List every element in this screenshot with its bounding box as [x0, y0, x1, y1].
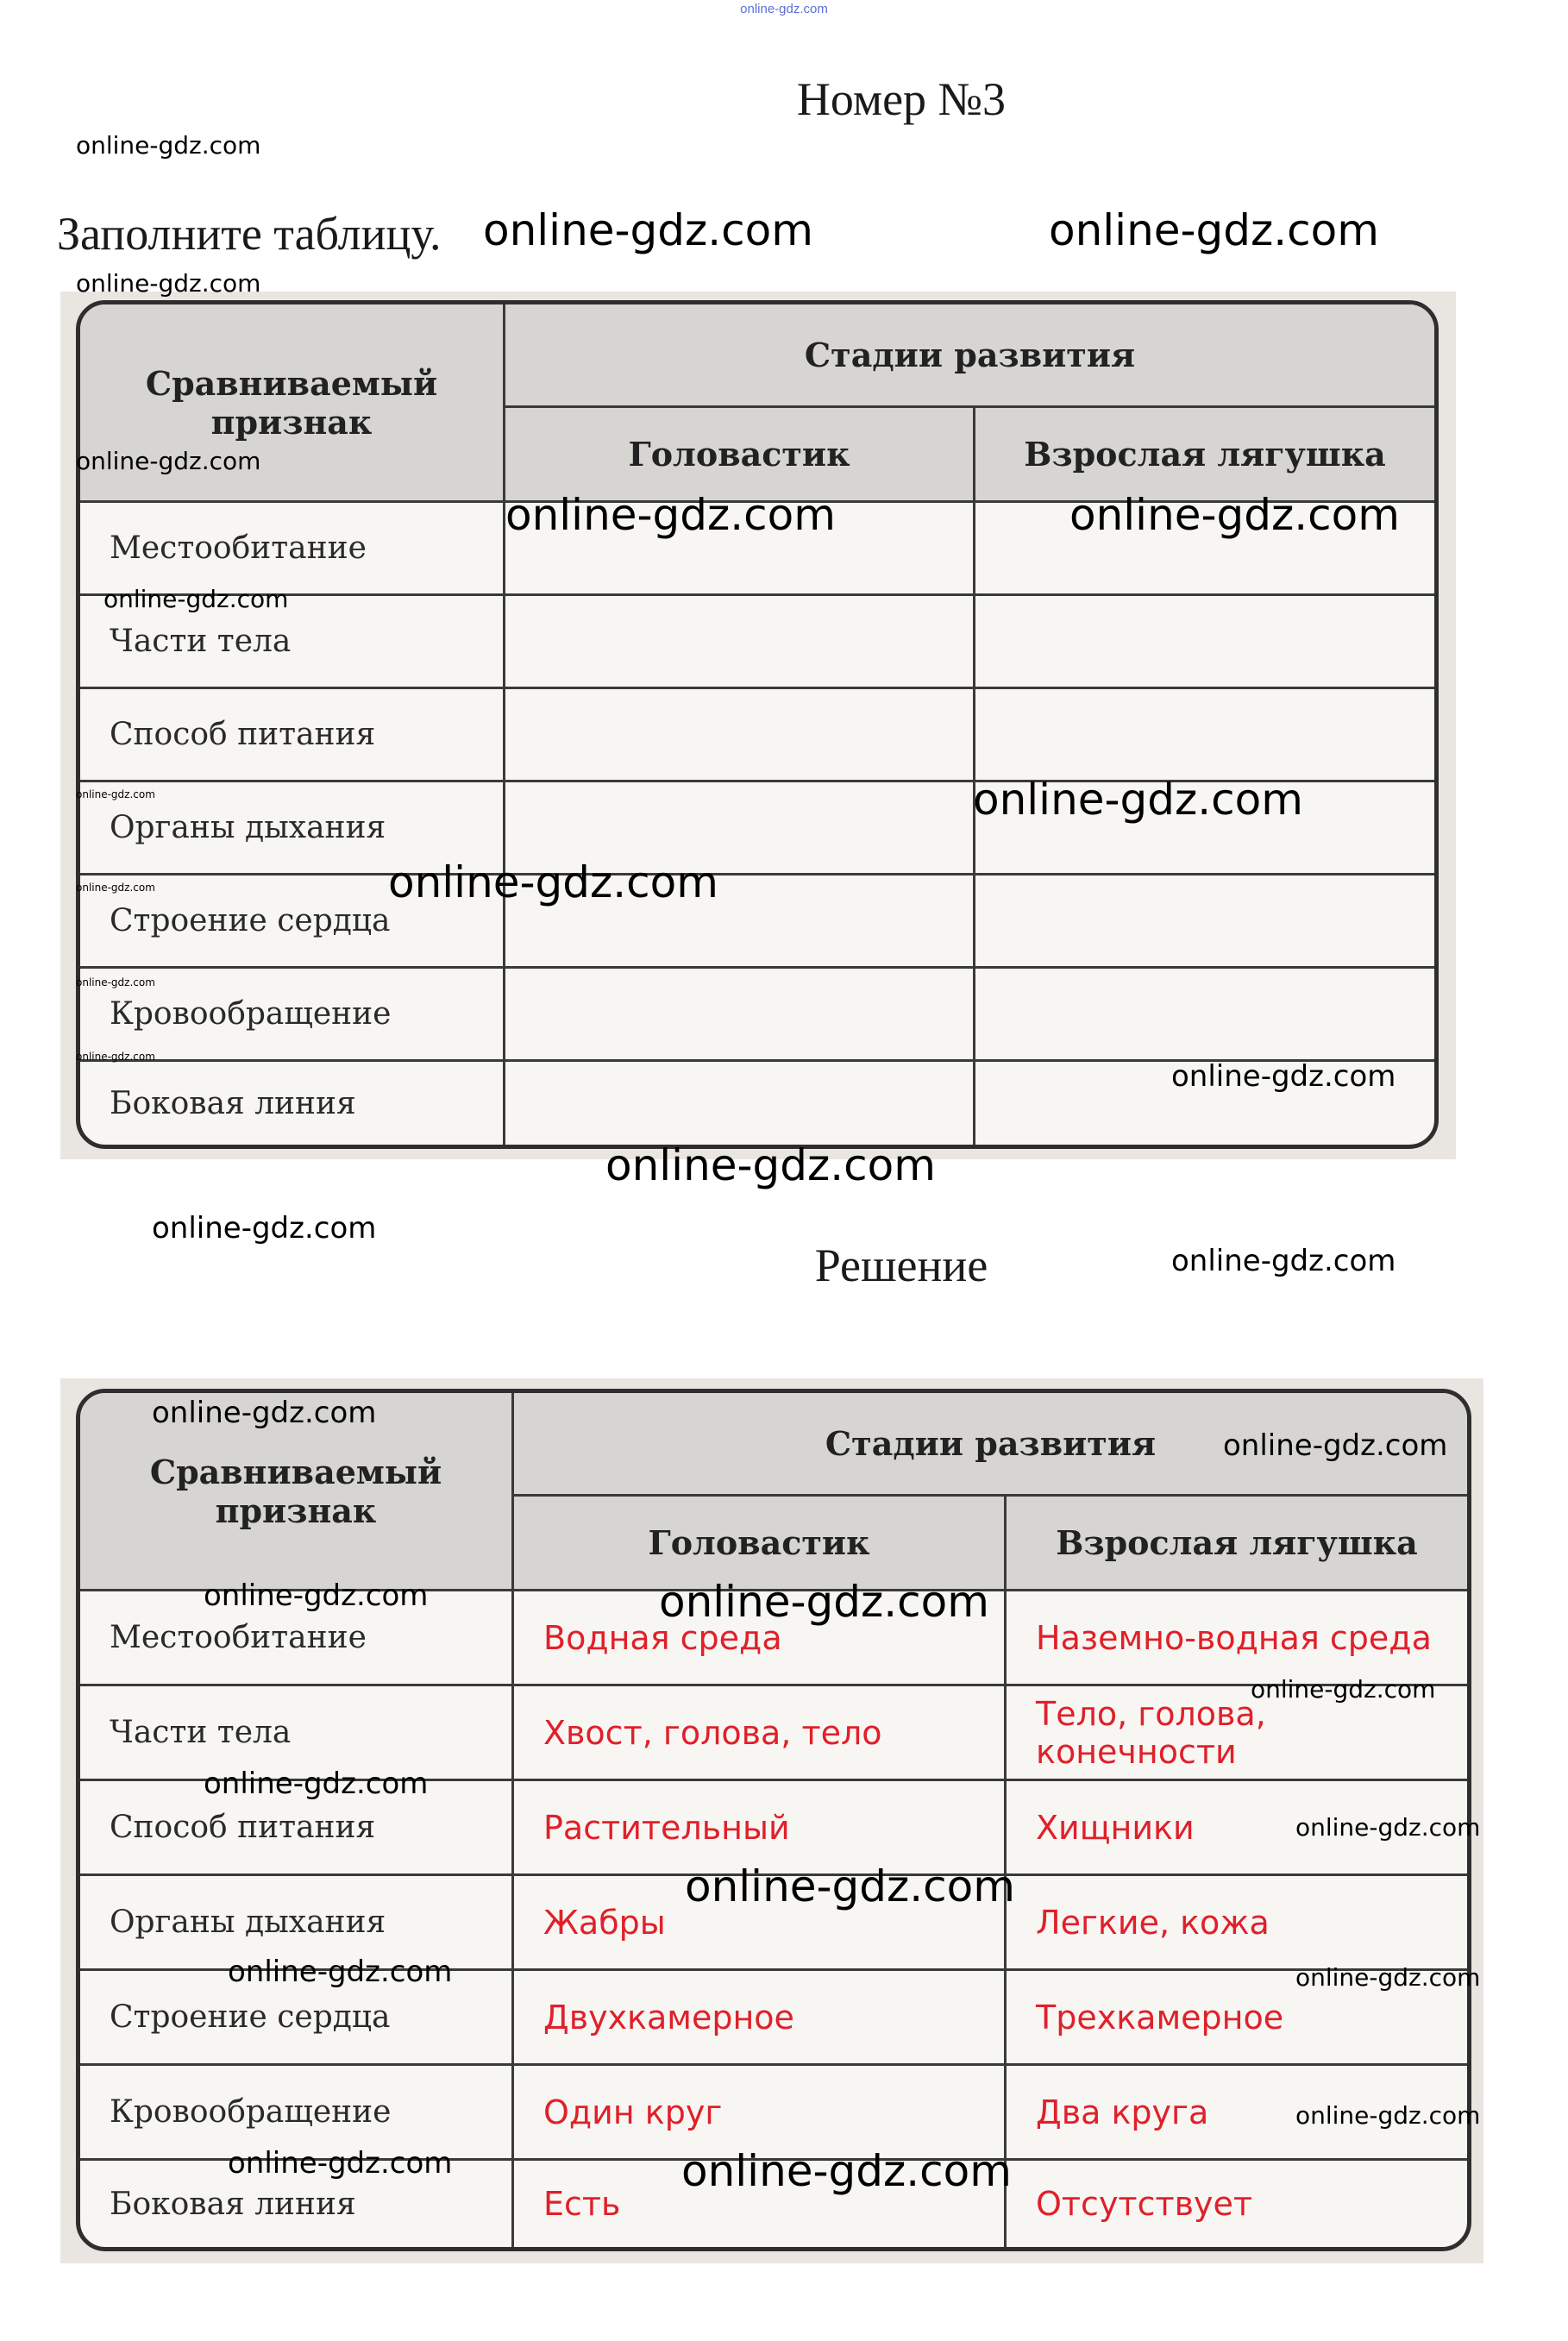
frog-answer: Наземно-водная среда	[1007, 1591, 1467, 1686]
row-feature: Строение сердца	[80, 876, 505, 969]
empty-cell	[975, 596, 1434, 689]
tadpole-answer: Есть	[514, 2161, 1007, 2247]
empty-cell	[975, 969, 1434, 1062]
watermark: online-gdz.com	[76, 882, 155, 894]
row-feature: Органы дыхания	[80, 782, 505, 876]
watermark: online-gdz.com	[228, 2146, 453, 2181]
row-feature: Части тела	[80, 1686, 514, 1781]
row-feature: Способ питания	[80, 689, 505, 782]
watermark: online-gdz.com	[685, 1861, 1015, 1911]
row-feature: Кровообращение	[80, 969, 505, 1062]
watermark: online-gdz.com	[1069, 490, 1400, 540]
empty-cell	[975, 689, 1434, 782]
watermark: online-gdz.com	[152, 1396, 377, 1430]
watermark: online-gdz.com	[605, 1140, 936, 1190]
watermark: online-gdz.com	[1171, 1244, 1396, 1278]
watermark: online-gdz.com	[76, 269, 261, 298]
row-feature: Боковая линия	[80, 1062, 505, 1145]
watermark: online-gdz.com	[76, 976, 155, 988]
watermark: online-gdz.com	[204, 1578, 429, 1613]
watermark: online-gdz.com	[973, 775, 1303, 825]
watermark: online-gdz.com	[1049, 205, 1379, 255]
frog-answer: Легкие, кожа	[1007, 1876, 1467, 1971]
row-feature: Местообитание	[80, 1591, 514, 1686]
frog-answer: Два круга	[1007, 2066, 1467, 2161]
frog-answer: Хищники	[1007, 1781, 1467, 1876]
tadpole-answer: Двухкамерное	[514, 1971, 1007, 2066]
header-stages: Стадии развития	[505, 304, 1434, 408]
tadpole-answer: Один круг	[514, 2066, 1007, 2161]
tadpole-answer: Жабры	[514, 1876, 1007, 1971]
blank-table	[76, 300, 1439, 1149]
header-feature: Сравниваемый признак	[80, 1393, 514, 1591]
row-feature: Части тела	[80, 596, 505, 689]
watermark: online-gdz.com	[76, 447, 261, 475]
watermark: online-gdz.com	[388, 857, 718, 907]
page-title: Номер №3	[796, 73, 1007, 125]
site-tag: online-gdz.com	[740, 2, 828, 16]
header-frog: Взрослая лягушка	[975, 408, 1434, 503]
watermark: online-gdz.com	[1171, 1059, 1396, 1094]
empty-cell	[505, 1062, 975, 1145]
watermark: online-gdz.com	[1295, 1813, 1481, 1842]
frog-answer: Отсутствует	[1036, 2185, 1252, 2223]
watermark: online-gdz.com	[1295, 1963, 1481, 1992]
empty-cell	[505, 689, 975, 782]
watermark: online-gdz.com	[103, 585, 289, 613]
empty-cell	[505, 969, 975, 1062]
row-feature: Кровообращение	[80, 2066, 514, 2161]
row-feature: Органы дыхания	[80, 1876, 514, 1971]
header-tadpole: Головастик	[505, 408, 975, 503]
frog-answer: Тело, голова, конечности	[1007, 1686, 1467, 1781]
watermark: online-gdz.com	[76, 131, 261, 160]
task-text: Заполните таблицу.	[57, 208, 442, 260]
watermark: online-gdz.com	[1295, 2101, 1481, 2130]
tadpole-answer: Растительный	[514, 1781, 1007, 1876]
watermark: online-gdz.com	[483, 205, 813, 255]
row-feature: Боковая линия	[80, 2161, 514, 2247]
watermark: online-gdz.com	[76, 1051, 155, 1063]
tadpole-answer: Водная среда	[514, 1591, 1007, 1686]
watermark: online-gdz.com	[76, 788, 155, 800]
watermark: online-gdz.com	[228, 1955, 453, 1989]
watermark: online-gdz.com	[659, 1577, 989, 1627]
solved-table	[76, 1389, 1471, 2251]
header-tadpole: Головастик	[514, 1497, 1007, 1591]
header-feature: Сравниваемый признак	[80, 304, 505, 503]
tadpole-answer: Хвост, голова, тело	[514, 1686, 1007, 1781]
frog-answer: Трехкамерное	[1007, 1971, 1467, 2066]
empty-cell	[505, 596, 975, 689]
row-feature: Способ питания	[80, 1781, 514, 1876]
watermark: online-gdz.com	[681, 2146, 1012, 2196]
row-feature: Местообитание	[80, 503, 505, 596]
watermark: online-gdz.com	[204, 1767, 429, 1801]
header-frog: Взрослая лягушка	[1007, 1497, 1467, 1591]
watermark: online-gdz.com	[505, 490, 836, 540]
watermark: online-gdz.com	[1223, 1428, 1448, 1463]
header-stages: Стадии развития	[514, 1393, 1467, 1497]
watermark: online-gdz.com	[152, 1211, 377, 1246]
empty-cell	[975, 876, 1434, 969]
watermark: online-gdz.com	[1251, 1675, 1436, 1704]
row-feature: Строение сердца	[80, 1971, 514, 2066]
solution-label: Решение	[814, 1240, 988, 1291]
